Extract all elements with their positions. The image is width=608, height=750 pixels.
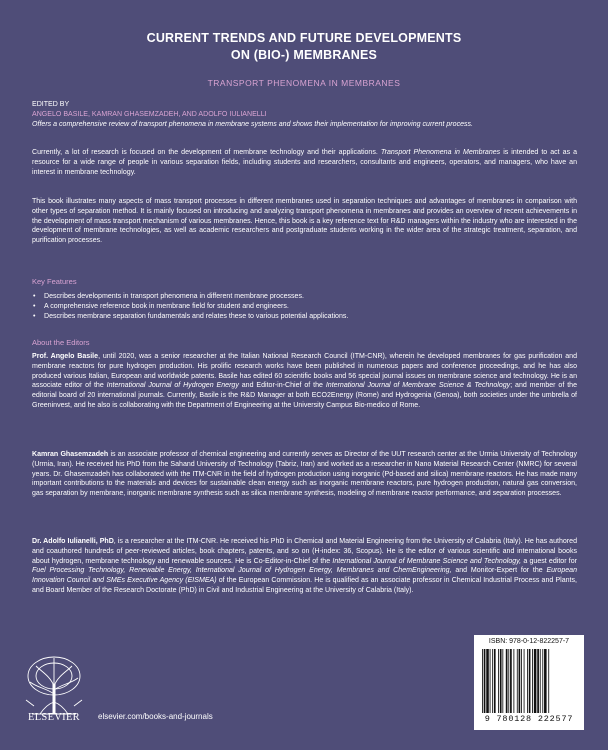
publisher-name: ELSEVIER — [28, 712, 80, 723]
barcode-bar — [508, 649, 509, 713]
barcode-bar — [537, 649, 539, 713]
barcode-bar — [532, 649, 533, 713]
barcode-bar — [521, 649, 522, 713]
barcode-bar — [484, 649, 486, 713]
barcode-bar — [506, 649, 508, 713]
key-features-heading: Key Features — [32, 277, 77, 286]
description-paragraph-2: This book illustrates many aspects of mass transport processes in different membranes used in separation techniques and advantages of membranes in comparison with other types of separation method. It is mainly focused on introducing and analyzing transport phenomena in membranes and provides an overview of recent achievements in the development of mass transport mechanism of various membranes. Hence, this book is a key reference text for R&D managers within the industry who are interested in the development of membrane technologies, as well as academic researchers and postgraduate students working in the wider area of the strategic treatment, separation, and purification processes. — [32, 198, 577, 245]
description-paragraph-1 — [32, 148, 577, 177]
bio3-text-g: of the European Commission. He is qualified as an associate professor in Chemical Industrial Process and Plants, and Board Member of the Research Doctorate (PhD) in Civil and Industrial Engineering at the University of Calabria (Italy). — [32, 577, 577, 594]
editors-section — [32, 100, 577, 129]
barcode-bar — [498, 649, 499, 713]
about-editors-heading: About the Editors — [32, 338, 90, 347]
title-line-2: ON (BIO-) MEMBRANES — [230, 48, 378, 62]
bio3-agency: European Innovation Council and SMEs Executive Agency (EISMEA) — [32, 567, 577, 585]
barcode-bar — [486, 649, 489, 713]
para1-text-c: is intended to act as a resource for a wide range of people in various separation fields, including students and researchers, consultants and engineers, operators, and managers, who have an interest in membrane technology. — [32, 149, 578, 176]
bio1-journal-2: International Journal of Membrane Science & Technology — [325, 382, 511, 390]
bio3-text-c: a guest editor for — [521, 557, 577, 565]
bio2-name: Kamran Ghasemzadeh — [32, 451, 109, 458]
title-line-1: CURRENT TRENDS AND FUTURE DEVELOPMENTS — [146, 31, 462, 45]
bio1-text-a: , until 2020, was a senior researcher at the Italian National Research Council (ITM-CNR), wherein he developed membranes for gas purification and membrane reactors for pure hydrogen production. His prolific research works have been published in numerous papers and conference proceedings, and he has also produced various Italian, European and worldwide patents. Basile has edited 60 scientific books and 56 special journal issues on membrane science and technology. He is an associate editor of the — [32, 353, 577, 390]
barcode-bar — [494, 649, 496, 713]
key-features-list — [32, 292, 577, 321]
barcode-bar — [517, 649, 518, 713]
bio1-name: Prof. Angelo Basile — [32, 353, 99, 360]
book-title — [0, 30, 608, 64]
bio2-text-a: is an associate professor of chemical engineering and currently serves as Director of the UUT research center at the Urmia University of Technology (Urmia, Iran). He received his PhD from the Sahand University of Technology (Tabriz, Iran) and worked as a researcher in Nano Material Research Center (NMRC) for several years. Dr. Ghasemzadeh has collaborated with the ITM-CNR in the field of hydrogen production using inorganic (Pd-based and silica) membrane reactors. He has made many important contributions to the materials and devices for sustainable clean energy such as inorganic membrane reactors, pure hydrogen production, natural gas conversion, gas separation by membrane, inorganic membrane synthesis such as silica membrane synthesis, modeling of membrane reactor performance, and separation processes. — [32, 451, 577, 498]
publisher-url: elsevier.com/books-and-journals — [98, 712, 213, 721]
bio-basile — [32, 352, 577, 411]
barcode-bar — [529, 649, 531, 713]
barcode-bar — [482, 649, 483, 713]
barcode-bar — [527, 649, 528, 713]
bio1-text-c: and Editor-in-Chief of the — [238, 382, 326, 390]
bio3-text-a: , is a researcher at the ITM-CNR. He received his PhD in Chemical and Material Engineering from the University of Calabria (Italy). He has authored and coauthored hundreds of peer-reviewed articles, book chapters, patents, and so on (H-index: 36, Scopus). He is the editor of various scientific and international books about hydrogen, membrane technology and renewable sources. He is Co-Editor-in-Chief of the — [32, 538, 577, 565]
barcode-bar — [510, 649, 512, 713]
bio3-journal-1: International Journal of Membrane Science and Technology, — [332, 557, 522, 565]
barcode-bar — [500, 649, 502, 713]
barcode-bar — [534, 649, 537, 713]
para1-text-a: Currently, a lot of research is focused on the development of membrane technology and their applications. — [32, 149, 381, 156]
barcode-bar — [548, 649, 549, 713]
bio1-text-e: ; and member of the editorial board of 20 international journals. Currently, Basile is the R&D Manager at both ECO2Energy (Rome) and Hydrogenia (Genoa), both societies under the umbrella of Greeninvest, and he also is collaborating with the Department of Engineering at the University Campus Bio-medico of Rome. — [32, 382, 577, 409]
isbn-label: ISBN: 978-0-12-822257-7 — [488, 638, 570, 645]
bio3-journals: Fuel Processing Technology, Renewable Energy, International Journal of Hydrogen Energy, Membranes and ChemEngineering, — [32, 567, 452, 575]
tagline: Offers a comprehensive review of transport phenomena in membrane systems and shows their implementation for improving current process. — [32, 120, 474, 128]
elsevier-tree-logo-icon — [20, 654, 88, 716]
para1-book-title: Transport Phenomena in Membranes — [380, 149, 501, 156]
barcode-bar — [492, 649, 493, 713]
key-feature-item: • Describes developments in transport phenomena in different membrane processes. — [32, 292, 577, 302]
barcode-bars-icon — [482, 649, 576, 713]
isbn-digits: 9 780128 222577 — [484, 714, 574, 724]
barcode-bar — [519, 649, 521, 713]
barcode-bar — [540, 649, 541, 713]
barcode-bar — [490, 649, 491, 713]
barcode-bar — [524, 649, 525, 713]
barcode-bar — [544, 649, 547, 713]
key-feature-item: • Describes membrane separation fundamentals and relates these to various potential applications. — [32, 312, 577, 322]
bio3-text-e: and Monitor-Expert for the — [451, 567, 547, 575]
bio3-name: Dr. Adolfo Iulianelli, PhD — [32, 538, 114, 545]
bio-iulianelli — [32, 537, 577, 596]
bio-ghasemzadeh — [32, 450, 577, 499]
isbn-barcode — [474, 635, 584, 730]
key-feature-item: • A comprehensive reference book in membrane field for student and engineers. — [32, 302, 577, 312]
barcode-bar — [513, 649, 514, 713]
editors-names: ANGELO BASILE, KAMRAN GHASEMZADEH, AND ADOLFO IULIANELLI — [32, 110, 267, 118]
barcode-bar — [502, 649, 503, 713]
bio1-journal-1: International Journal of Hydrogen Energy — [106, 382, 239, 390]
barcode-bar — [542, 649, 543, 713]
edited-by-label: EDITED BY — [32, 101, 70, 108]
book-subtitle: TRANSPORT PHENOMENA IN MEMBRANES — [207, 78, 401, 88]
